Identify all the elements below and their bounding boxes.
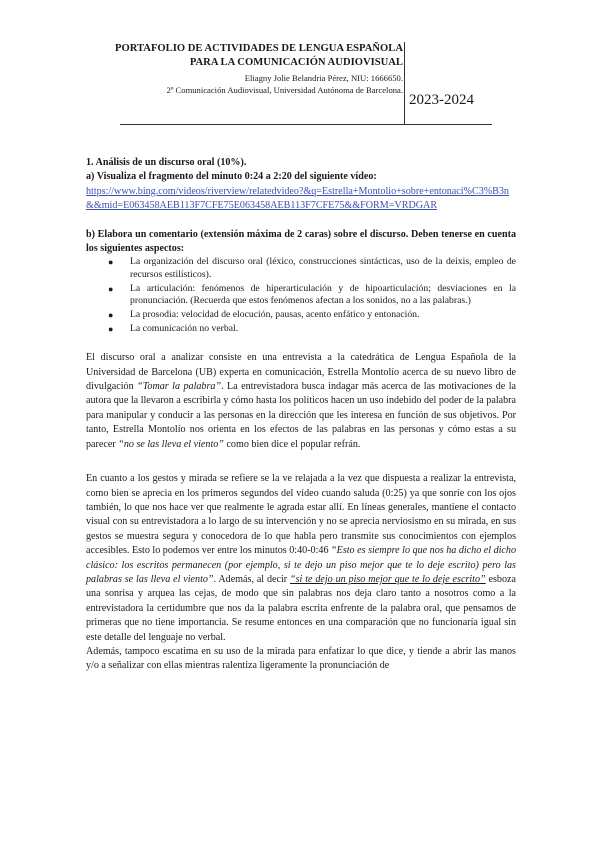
paragraph-text: El discurso oral a analizar consiste en una entrevista a la catedrática de Lengua Española de la Universidad de Barcelona (UB) experta en comunicación, Estrella Montolío acerca de su nuevo libro de divulgación: [86, 352, 516, 393]
academic-year: 2023-2024: [409, 92, 474, 108]
paragraph-gaze: Además, tampoco escatima en su uso de la mirada para enfatizar lo que dice, y tiende a abrir las manos y/o a señalizar con ellas mientras ralentiza ligeramente la pronunciación de: [86, 645, 516, 672]
header-rule: [120, 124, 492, 125]
task-b: b) Elabora un comentario (extensión máxima de 2 caras) sobre el discurso. Deben tenerse en cuenta los siguientes aspectos:: [86, 228, 516, 255]
video-link[interactable]: https://www.bing.com/videos/riverview/relatedvideo?&q=Estrella+Montolio+sobre+entonaci%C3%B3n&&mid=E063458AEB113F7CFE75E063458AEB113F7CFE75&&FORM=VRDGAR: [86, 185, 509, 212]
spacer: [86, 214, 516, 228]
aspects-list: [86, 256, 516, 335]
author-line: Eliagny Jolie Belandria Pérez, NIU: 1666650.: [244, 73, 403, 83]
interview-quote: “Esto es siempre lo que nos ha dicho el dicho clásico: los escritos permanecen (por ejemplo, si te dejo un piso mejor que te lo deje escrito) pero las palabras se las lleva el viento”: [86, 545, 517, 585]
list-item: [108, 323, 516, 335]
list-item-text: La articulación: fenómenos de hiperarticulación y de hipoarticulación; desviaciones en la pronunciación. (Recuerda que estos fenómenos afectan a los sonidos, no a las palabras.): [130, 282, 516, 307]
list-item-text: La comunicación no verbal.: [130, 323, 239, 335]
paragraph-gestures: [86, 472, 516, 645]
header-block: [110, 42, 403, 96]
paragraph-text: . Además, al decir: [213, 573, 290, 585]
paragraph-text: esboza una sonrisa y arquea las cejas, de modo que sin palabras nos deja claro tanto a nosotros como a la entrevistadora la certidumbre que nos da la palabra escrita enfrente de la palabra oral, que pensamos de primeras que no tiene importancia. Se resume entonces en una comparación que no funcionaría igual sin este detalle del lenguaje no verbal.: [86, 573, 516, 643]
header-divider: [404, 42, 405, 124]
paragraph-text: En cuanto a los gestos y mirada se refiere se la ve relajada a la vez que dispuesta a realizar la entrevista, como bien se aprecia en los primeros segundos del vídeo cuando saluda (0:25) ya que sonríe con los ojos también, lo que nos hace ver que realmente le agrada estar allí. En líneas generales, mantiene el contacto visual con su entrevistadora a lo largo de su intervención y no se aprecia nerviosismo en su mirada, en sus gestos se muestra segura y conocedora de lo que habla pero transmite sus conocimientos con ejemplos accesibles. Esto lo podemos ver entre los minutos 0:40-0:46: [86, 473, 516, 557]
underlined-quote: “si te dejo un piso mejor que te lo deje escrito”: [290, 573, 486, 585]
list-item-text: La prosodia: velocidad de elocución, pausas, acento enfático y entonación.: [130, 309, 420, 321]
bullet-icon: ●: [108, 310, 114, 321]
program-line: 2º Comunicación Audiovisual, Universidad Autónoma de Barcelona.: [166, 85, 403, 95]
spacer: [86, 337, 516, 351]
spacer: [86, 452, 516, 472]
paragraph-intro: [86, 351, 516, 452]
list-item: [108, 282, 516, 308]
book-title: “Tomar la palabra”: [137, 381, 222, 393]
paragraph-text: . La entrevistadora busca indagar más acerca de las motivaciones de la autora que la llevaron a escribirla y cómo hasta los políticos hacen un uso indebido del poder de la palabra para manipular y conducir a las personas en la dirección que les interesa en función de sus objetivos. Por tanto, Estrella Montolío nos orienta en los efectos de las palabras en las personas y cómo estas a su parecer: [86, 381, 516, 450]
section-heading: 1. Análisis de un discurso oral (10%).: [86, 157, 247, 168]
saying-quote: “no se las lleva el viento”: [118, 438, 224, 450]
list-item: [108, 309, 516, 321]
task-a: a) Visualiza el fragmento del minuto 0:24 a 2:20 del siguiente vídeo:: [86, 171, 377, 183]
document-body: [86, 156, 516, 674]
bullet-icon: ●: [108, 283, 114, 294]
bullet-icon: ●: [108, 257, 114, 268]
paragraph-text: como bien dice el popular refrán.: [223, 438, 361, 450]
document-title: PORTAFOLIO DE ACTIVIDADES DE LENGUA ESPAÑOLA PARA LA COMUNICACIÓN AUDIOVISUAL: [115, 43, 403, 68]
list-item: [108, 256, 516, 281]
bullet-icon: ●: [108, 324, 114, 335]
list-item-text: La organización del discurso oral (léxico, construcciones sintácticas, uso de la deixis, empleo de recursos estilísticos).: [130, 256, 516, 280]
